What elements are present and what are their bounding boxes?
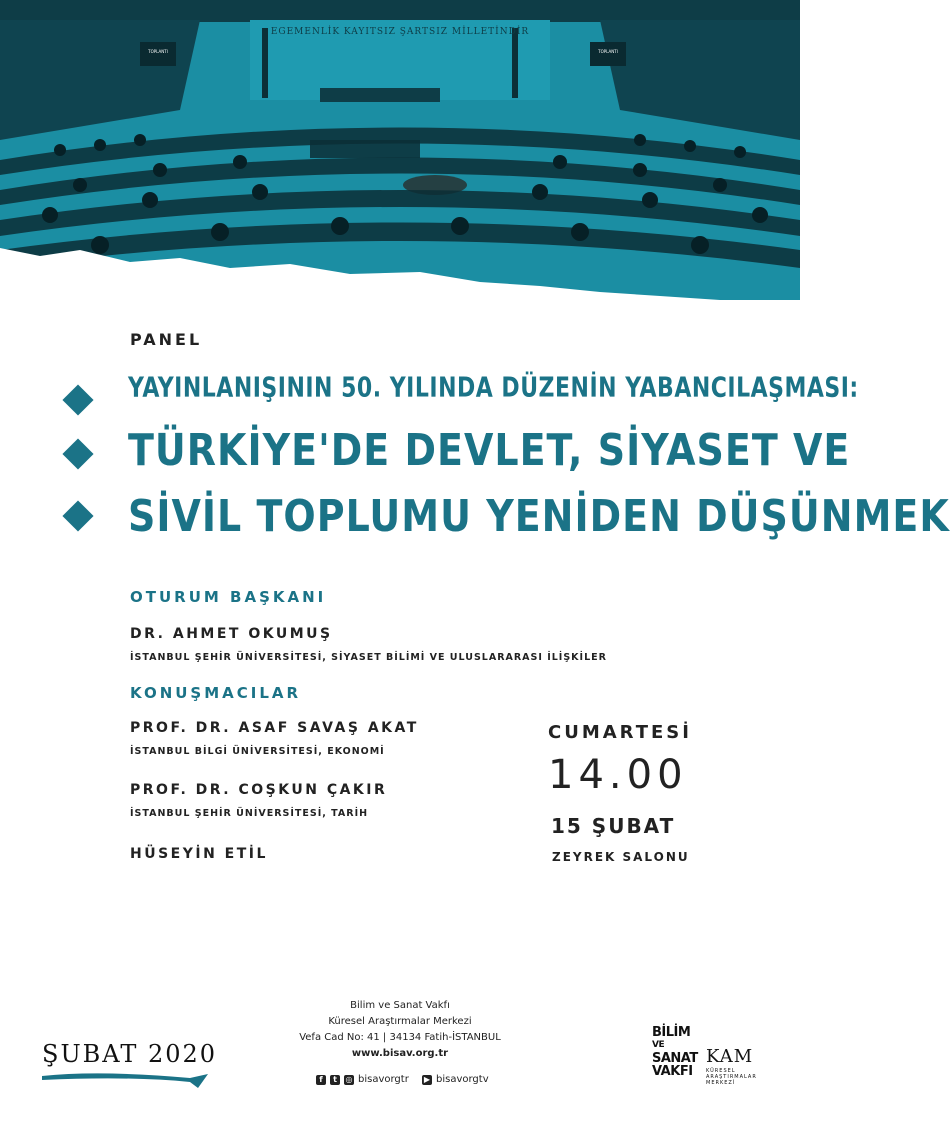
event-title-line-2: TÜRKİYE'DE DEVLET, SİYASET VE xyxy=(128,424,851,476)
diamond-bullet-icon xyxy=(62,500,93,531)
parliament-hall-image xyxy=(0,0,800,300)
hero-banner-text: EGEMENLİK KAYITSIZ ŞARTSIZ MİLLETİNDİR xyxy=(270,27,530,37)
speaker-name: PROF. DR. COŞKUN ÇAKIR xyxy=(130,782,388,798)
bisav-logo-line: SANAT xyxy=(652,1051,698,1066)
diamond-bullet-icon xyxy=(62,438,93,469)
footer-address: Vefa Cad No: 41 | 34134 Fatih-İSTANBUL xyxy=(299,1032,501,1043)
social-handle[interactable]: bisavorgtr xyxy=(358,1074,409,1085)
event-title-line-3: SİVİL TOPLUMU YENİDEN DÜŞÜNMEK xyxy=(128,490,950,542)
kam-logo-subtitle: KÜRESEL ARAŞTIRMALAR MERKEZİ xyxy=(706,1068,757,1086)
youtube-handle[interactable]: bisavorgtv xyxy=(436,1074,489,1085)
chair-name: DR. AHMET OKUMUŞ xyxy=(130,626,333,642)
youtube-icon[interactable]: ▶ xyxy=(423,1074,431,1084)
speaker-institution: İSTANBUL BİLGİ ÜNİVERSİTESİ, EKONOMİ xyxy=(130,746,385,757)
bisav-logo xyxy=(652,1026,700,1078)
instagram-icon[interactable]: ◎ xyxy=(345,1074,353,1084)
speaker-institution: İSTANBUL ŞEHİR ÜNİVERSİTESİ, TARİH xyxy=(130,808,369,819)
board-right-text: TOPLANTI xyxy=(598,49,618,54)
event-day: CUMARTESİ xyxy=(548,722,692,743)
footer-org-name: Bilim ve Sanat Vakfı xyxy=(350,1000,450,1011)
speaker-name: HÜSEYİN ETİL xyxy=(130,846,268,862)
chair-institution: İSTANBUL ŞEHİR ÜNİVERSİTESİ, SİYASET BİLİMİ VE ULUSLARARASI İLİŞKİLER xyxy=(130,652,607,663)
event-title-line-1: YAYINLANIŞININ 50. YILINDA DÜZENİN YABANCILAŞMASI: xyxy=(128,372,859,405)
diamond-bullet-icon xyxy=(62,384,93,415)
bisav-logo-line: BİLİM xyxy=(652,1025,691,1040)
bisav-logo-line: VAKFI xyxy=(652,1064,693,1079)
speakers-heading: KONUŞMACILAR xyxy=(130,684,302,702)
kam-logo: KAM xyxy=(706,1046,754,1067)
youtube-link-group xyxy=(422,1074,489,1085)
board-left-text: TOPLANTI xyxy=(148,49,168,54)
social-links-group xyxy=(316,1074,409,1085)
hero-photo xyxy=(0,0,800,300)
month-mark: ŞUBAT 2020 xyxy=(42,1040,218,1068)
month-mark-swoosh-icon xyxy=(40,1064,210,1094)
footer-website[interactable]: www.bisav.org.tr xyxy=(351,1048,449,1059)
speaker-name: PROF. DR. ASAF SAVAŞ AKAT xyxy=(130,720,419,736)
footer-center-name: Küresel Araştırmalar Merkezi xyxy=(328,1016,472,1027)
event-time: 14.00 xyxy=(548,752,688,798)
event-date: 15 ŞUBAT xyxy=(551,814,676,838)
twitter-icon[interactable]: t xyxy=(330,1075,340,1085)
chair-heading: OTURUM BAŞKANI xyxy=(130,588,327,606)
facebook-icon[interactable]: f xyxy=(316,1075,326,1085)
event-type-label: PANEL xyxy=(130,330,203,349)
bisav-logo-line: VE xyxy=(652,1040,665,1050)
event-venue: ZEYREK SALONU xyxy=(552,850,690,864)
